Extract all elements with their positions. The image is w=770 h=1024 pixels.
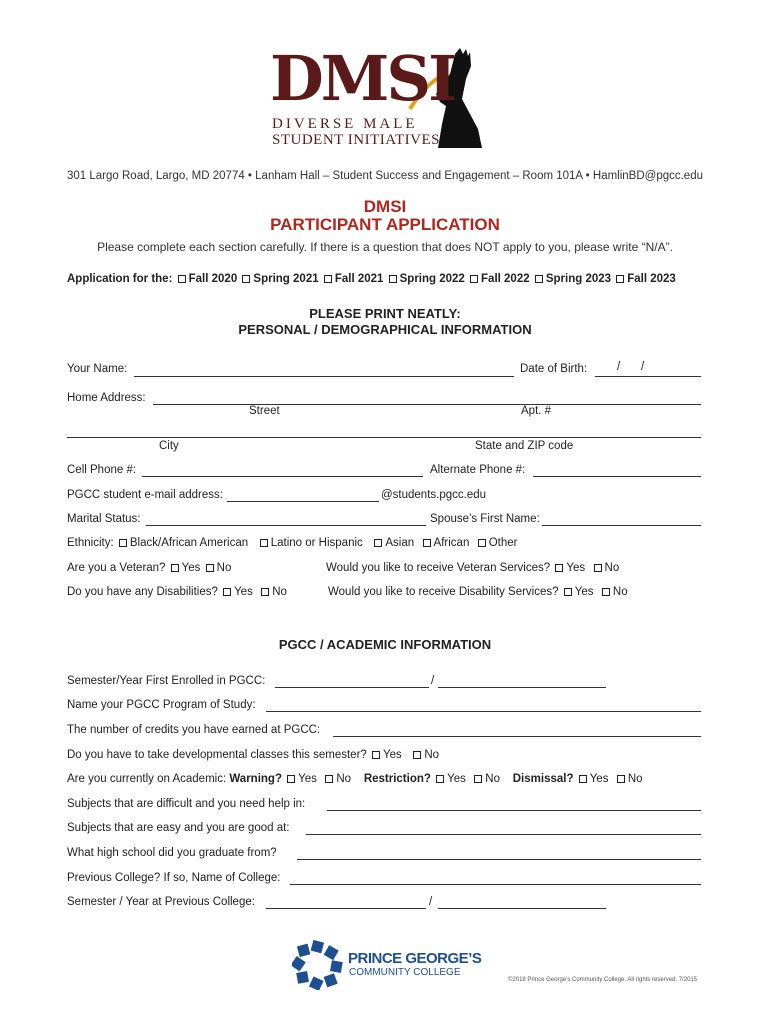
checkbox-icon[interactable]: [535, 275, 543, 283]
spouse-name-label: Spouse’s First Name:: [430, 513, 540, 525]
checkbox-icon[interactable]: [374, 539, 382, 547]
option-spring-2023[interactable]: Spring 2023: [533, 273, 611, 285]
dob-field[interactable]: [595, 376, 701, 377]
veteran-services-yes[interactable]: Yes: [553, 562, 585, 574]
difficult-subjects-field[interactable]: [327, 810, 701, 811]
previous-semester-slash: /: [429, 896, 433, 908]
disability-services-no[interactable]: No: [600, 586, 628, 598]
city-caption: City: [159, 440, 179, 452]
apt-caption: Apt. #: [521, 405, 552, 417]
section-heading-personal: PERSONAL / DEMOGRAPHICAL INFORMATION: [238, 322, 532, 337]
cell-phone-field[interactable]: [142, 476, 423, 477]
checkbox-icon[interactable]: [287, 775, 295, 783]
checkbox-icon[interactable]: [470, 275, 478, 283]
checkbox-icon[interactable]: [423, 539, 431, 547]
program-field[interactable]: [266, 711, 701, 712]
checkbox-icon[interactable]: [616, 275, 624, 283]
checkbox-icon[interactable]: [389, 275, 397, 283]
disabilities-yes[interactable]: Yes: [221, 586, 253, 598]
restriction-yes[interactable]: Yes: [434, 773, 466, 785]
credits-field[interactable]: [333, 736, 701, 737]
dob-label: Date of Birth:: [520, 363, 588, 375]
easy-subjects-field[interactable]: [306, 834, 701, 835]
warning-label: Warning?: [229, 773, 282, 785]
disabilities-row: Do you have any Disabilities? Yes No: [67, 586, 287, 598]
checkbox-icon[interactable]: [325, 775, 333, 783]
ethnicity-label: Ethnicity:: [67, 537, 114, 549]
logo-line1: DIVERSE MALE: [272, 116, 418, 132]
high-school-field[interactable]: [297, 859, 701, 860]
disability-services-yes[interactable]: Yes: [562, 586, 594, 598]
pgcc-emblem-icon: [292, 940, 346, 990]
alt-phone-field[interactable]: [533, 476, 701, 477]
checkbox-icon[interactable]: [474, 775, 482, 783]
program-label: Name your PGCC Program of Study:: [67, 699, 256, 711]
home-address-field[interactable]: [153, 404, 701, 405]
street-caption: Street: [249, 405, 280, 417]
checkbox-icon[interactable]: [324, 275, 332, 283]
ethnicity-black[interactable]: Black/African American: [117, 537, 248, 549]
dmsi-logo: [270, 44, 510, 154]
option-fall-2020[interactable]: Fall 2020: [176, 273, 238, 285]
previous-college-label: Previous College? If so, Name of College:: [67, 872, 281, 884]
high-school-label: What high school did you graduate from?: [67, 847, 277, 859]
disability-services-row: Would you like to receive Disability Services? Yes No: [328, 586, 628, 598]
developmental-row: Do you have to take developmental classes this semester? Yes No: [67, 749, 440, 761]
warning-no[interactable]: No: [323, 773, 351, 785]
dob-slash-1: /: [617, 361, 621, 373]
first-enrolled-year-field[interactable]: [438, 687, 606, 688]
email-domain: @students.pgcc.edu: [381, 489, 487, 501]
ethnicity-african[interactable]: African: [421, 537, 470, 549]
credits-label: The number of credits you have earned at PGCC:: [67, 724, 321, 736]
address-line: 301 Largo Road, Largo, MD 20774 • Lanham Hall – Student Success and Engagement – Room 101A • HamlinBD@pgcc.edu: [67, 170, 703, 182]
checkbox-icon[interactable]: [478, 539, 486, 547]
ethnicity-latino[interactable]: Latino or Hispanic: [258, 537, 363, 549]
home-address-label: Home Address:: [67, 392, 146, 404]
alt-phone-label: Alternate Phone #:: [430, 464, 526, 476]
checkbox-icon[interactable]: [223, 588, 231, 596]
state-zip-caption: State and ZIP code: [475, 440, 574, 452]
dismissal-no[interactable]: No: [615, 773, 643, 785]
spouse-name-field[interactable]: [542, 525, 701, 526]
dismissal-label: Dismissal?: [512, 773, 574, 785]
ethnicity-asian[interactable]: Asian: [372, 537, 414, 549]
name-field[interactable]: [134, 376, 514, 377]
previous-college-field[interactable]: [290, 884, 701, 885]
ethnicity-row: [67, 537, 518, 549]
instructions: Please complete each section carefully. If there is a question that does NOT apply to you, please write “N/A”.: [97, 240, 673, 254]
option-fall-2022[interactable]: Fall 2022: [468, 273, 530, 285]
checkbox-icon[interactable]: [555, 564, 563, 572]
dismissal-yes[interactable]: Yes: [577, 773, 609, 785]
college-name-line2: COMMUNITY COLLEGE: [349, 967, 461, 978]
marital-status-label: Marital Status:: [67, 513, 141, 525]
first-enrolled-label: Semester/Year First Enrolled in PGCC:: [67, 675, 266, 687]
checkbox-icon[interactable]: [579, 775, 587, 783]
veteran-yes[interactable]: Yes: [169, 562, 201, 574]
section-heading-academic: PGCC / ACADEMIC INFORMATION: [278, 637, 492, 652]
developmental-yes[interactable]: Yes: [370, 749, 402, 761]
checkbox-icon[interactable]: [617, 775, 625, 783]
veteran-services-row: Would you like to receive Veteran Services? Yes No: [326, 562, 620, 574]
easy-subjects-label: Subjects that are easy and you are good at:: [67, 822, 290, 834]
copyright: ©2018 Prince George’s Community College. All rights reserved. 7/2015: [508, 977, 698, 983]
checkbox-icon[interactable]: [436, 775, 444, 783]
veteran-no[interactable]: No: [204, 562, 232, 574]
option-spring-2022[interactable]: Spring 2022: [387, 273, 465, 285]
checkbox-icon[interactable]: [171, 564, 179, 572]
option-fall-2023[interactable]: Fall 2023: [614, 273, 676, 285]
ethnicity-other[interactable]: Other: [476, 537, 518, 549]
checkbox-icon[interactable]: [178, 275, 186, 283]
veteran-services-no[interactable]: No: [592, 562, 620, 574]
veteran-row: Are you a Veteran? Yes No: [67, 562, 232, 574]
application-label: Application for the:: [67, 273, 173, 285]
difficult-subjects-label: Subjects that are difficult and you need help in:: [67, 798, 306, 810]
disabilities-no[interactable]: No: [259, 586, 287, 598]
checkbox-icon[interactable]: [372, 751, 380, 759]
city-state-field[interactable]: [67, 437, 701, 438]
first-enrolled-semester-field[interactable]: [275, 687, 429, 688]
first-enrolled-slash: /: [431, 675, 435, 687]
checkbox-icon[interactable]: [261, 588, 269, 596]
warning-yes[interactable]: Yes: [285, 773, 317, 785]
page-title: PARTICIPANT APPLICATION: [270, 215, 500, 234]
email-label: PGCC student e-mail address:: [67, 489, 223, 501]
name-label: Your Name:: [67, 363, 128, 375]
academic-standing-row: Are you currently on Academic: Warning? Yes No Restriction? Yes No Dismissal? Yes No: [67, 773, 643, 785]
college-name-line1: PRINCE GEORGE’S: [348, 950, 482, 967]
marital-status-field[interactable]: [146, 525, 426, 526]
checkbox-icon[interactable]: [260, 539, 268, 547]
restriction-no[interactable]: No: [472, 773, 500, 785]
email-field[interactable]: [227, 501, 379, 502]
cell-phone-label: Cell Phone #:: [67, 464, 137, 476]
option-fall-2021[interactable]: Fall 2021: [322, 273, 384, 285]
checkbox-icon[interactable]: [413, 751, 421, 759]
dob-slash-2: /: [641, 361, 645, 373]
title-dmsi: DMSI: [363, 197, 407, 216]
logo-wordmark: DMSI: [270, 42, 455, 115]
application-for-row: [67, 273, 676, 285]
checkbox-icon[interactable]: [119, 539, 127, 547]
pgcc-logo: [292, 940, 492, 990]
previous-year-field[interactable]: [438, 908, 606, 909]
previous-semester-label: Semester / Year at Previous College:: [67, 896, 255, 908]
checkbox-icon[interactable]: [564, 588, 572, 596]
checkbox-icon[interactable]: [594, 564, 602, 572]
logo-line2: STUDENT INITIATIVES: [272, 132, 440, 148]
developmental-no[interactable]: No: [411, 749, 439, 761]
previous-semester-field[interactable]: [266, 908, 426, 909]
checkbox-icon[interactable]: [242, 275, 250, 283]
option-spring-2021[interactable]: Spring 2021: [240, 273, 318, 285]
section-heading-print: PLEASE PRINT NEATLY:: [309, 306, 461, 321]
checkbox-icon[interactable]: [602, 588, 610, 596]
checkbox-icon[interactable]: [206, 564, 214, 572]
restriction-label: Restriction?: [363, 773, 431, 785]
